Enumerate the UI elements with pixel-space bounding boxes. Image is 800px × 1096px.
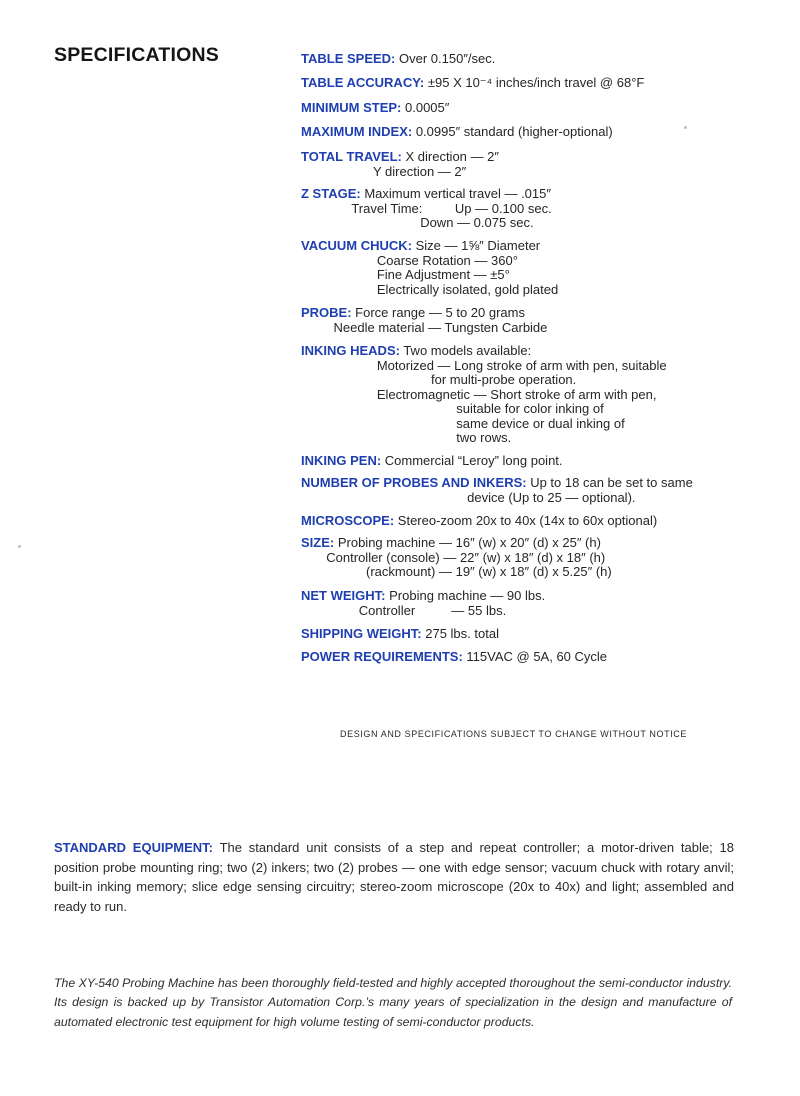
spec-value: Two models available: Motorized — Long stroke of arm with pen, suitable for multi-probe operation. Electromagnetic — Short stroke of arm with pen, suitable for color inking of same device or dual inking of two rows. (376, 343, 667, 445)
standard-equipment-paragraph (54, 838, 734, 916)
spec-value: Over 0.150″/sec. (395, 51, 496, 66)
spec-label: SHIPPING WEIGHT: (301, 626, 422, 641)
spec-label: TOTAL TRAVEL: (301, 149, 402, 164)
spec-table-speed (301, 52, 495, 67)
spec-inking-heads (301, 344, 667, 446)
spec-total-travel (301, 150, 499, 179)
spec-label: TABLE ACCURACY: (301, 75, 425, 90)
spec-minimum-step (301, 101, 449, 116)
spec-value: Size — 1⅝″ Diameter Coarse Rotation — 360° Fine Adjustment — ±5° Electrically isolated, gold plated (376, 238, 559, 297)
page-title: SPECIFICATIONS (54, 44, 219, 66)
spec-label: Z STAGE: (301, 186, 361, 201)
spec-power-requirements (301, 650, 607, 665)
spec-value: Up to 18 can be set to same device (Up to 25 — optional). (467, 475, 693, 505)
spec-net-weight (301, 589, 545, 618)
spec-value: Force range — 5 to 20 grams Needle material — Tungsten Carbide (333, 305, 548, 335)
spec-number-of-probes (301, 476, 693, 505)
spec-probe (301, 306, 547, 335)
spec-shipping-weight (301, 627, 499, 642)
spec-label: VACUUM CHUCK: (301, 238, 412, 253)
spec-label: TABLE SPEED: (301, 51, 396, 66)
spec-table-accuracy (301, 76, 644, 91)
spec-microscope (301, 514, 657, 529)
spec-value: Probing machine — 90 lbs. Controller — 55 lbs. (358, 588, 546, 618)
spec-inking-pen (301, 454, 563, 469)
spec-label: NET WEIGHT: (301, 588, 386, 603)
spec-label: INKING HEADS: (301, 343, 400, 358)
spec-value: Commercial “Leroy” long point. (381, 453, 563, 468)
spec-value: 115VAC @ 5A, 60 Cycle (462, 649, 608, 664)
spec-label: INKING PEN: (301, 453, 382, 468)
scan-speck (684, 126, 687, 129)
closing-paragraph: The XY-540 Probing Machine has been thoroughly field-tested and highly accepted thoroughout the semi-conductor industry. Its design is backed up by Transistor Automation Corp.’s many years of specialization in the design and manufacture of automated electronic test equipment for high volume testing of semi-conductor products. (54, 976, 732, 1029)
spec-label: POWER REQUIREMENTS: (301, 649, 463, 664)
scan-speck (18, 545, 21, 548)
spec-value: 0.0005″ (401, 100, 450, 115)
spec-value: 275 lbs. total (421, 626, 499, 641)
spec-value: X direction — 2″ Y direction — 2″ (373, 149, 499, 179)
change-notice: DESIGN AND SPECIFICATIONS SUBJECT TO CHANGE WITHOUT NOTICE (340, 729, 688, 739)
spec-label: MAXIMUM INDEX: (301, 124, 413, 139)
standard-equipment-label: STANDARD EQUIPMENT: (54, 840, 213, 855)
spec-value: Probing machine — 16″ (w) x 20″ (d) x 25″ (h) Controller (console) — 22″ (w) x 18″ (d) x 18″ (h) (rackmount) — 19″ (w) x 18″ (d) x 5.25″ (h) (326, 535, 612, 579)
standard-equipment-text: The standard unit consists of a step and repeat controller; a motor-driven table; 18 position probe mounting ring; two (2) inkers; two (2) probes — one with edge sensor; vacuum chuck with rotary anvil; built-in inking memory; slice edge sensing circuitry; stereo-zoom microscope (20x to 40x) and light; assembled and ready to run. (54, 840, 734, 914)
spec-label: NUMBER OF PROBES AND INKERS: (301, 475, 527, 490)
spec-size (301, 536, 612, 580)
spec-value: ±95 X 10⁻⁴ inches/inch travel @ 68°F (424, 75, 645, 90)
spec-vacuum-chuck (301, 239, 558, 297)
spec-label: SIZE: (301, 535, 335, 550)
spec-value: Maximum vertical travel — .015″ Travel Time: Up — 0.100 sec. Down — 0.075 sec. (351, 186, 552, 230)
spec-label: MINIMUM STEP: (301, 100, 402, 115)
spec-value: Stereo-zoom 20x to 40x (14x to 60x optional) (394, 513, 658, 528)
spec-maximum-index (301, 125, 613, 140)
spec-value: 0.0995″ standard (higher-optional) (412, 124, 613, 139)
spec-z-stage (301, 187, 552, 231)
spec-label: MICROSCOPE: (301, 513, 395, 528)
spec-label: PROBE: (301, 305, 352, 320)
